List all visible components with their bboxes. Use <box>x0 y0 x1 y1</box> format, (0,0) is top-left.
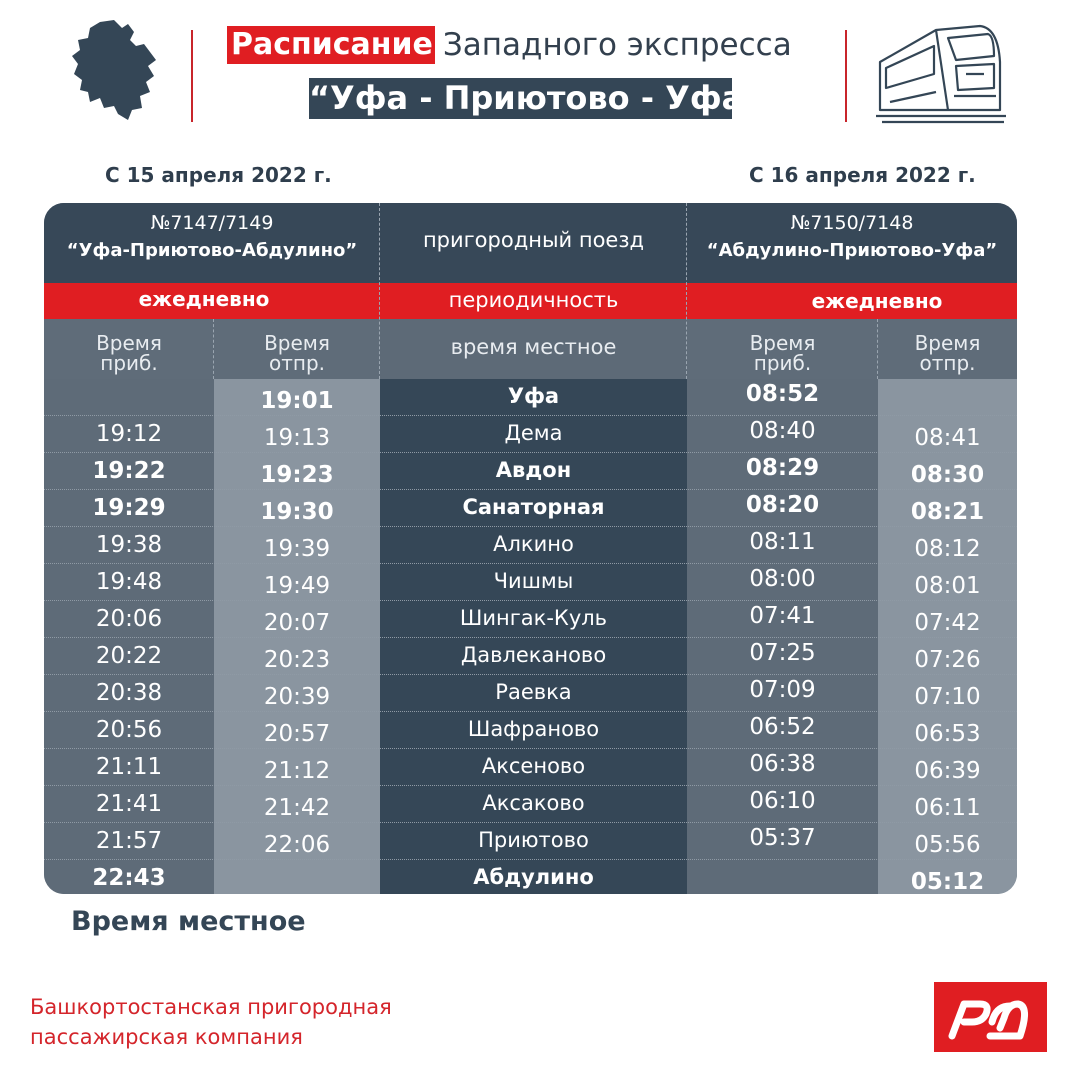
center-periodicity-label: периодичность <box>448 288 619 312</box>
table-row <box>44 564 1017 601</box>
departure-right <box>878 379 1017 416</box>
arrival-left: 19:48 <box>95 569 163 595</box>
departure-right: 06:39 <box>914 758 981 784</box>
departure-right: 08:41 <box>914 425 981 451</box>
arrival-left: 19:38 <box>95 532 163 558</box>
schedule-rows <box>44 379 1017 894</box>
departure-left: 19:13 <box>263 425 331 451</box>
departure-right: 06:53 <box>914 721 981 747</box>
station-name: Раевка <box>495 680 572 704</box>
table-row <box>44 527 1017 564</box>
station-name: Аксеново <box>481 754 586 778</box>
departure-left: 19:39 <box>263 536 331 562</box>
arrival-right: 07:41 <box>749 603 816 629</box>
station-name: Санаторная <box>462 495 605 519</box>
route-title: “Уфа - Приютово - Уфа” <box>309 79 765 117</box>
table-row <box>44 379 1017 416</box>
arrival-right <box>687 860 878 894</box>
table-row <box>44 712 1017 749</box>
left-periodicity: ежедневно <box>138 287 270 311</box>
right-periodicity: ежедневно <box>811 289 943 313</box>
departure-left: 19:49 <box>263 573 331 599</box>
departure-right: 08:30 <box>910 462 985 488</box>
right-arrival-header-line2: приб. <box>753 351 812 375</box>
header-divider-left <box>191 30 193 122</box>
arrival-right: 08:11 <box>749 529 816 555</box>
arrival-right: 06:10 <box>749 788 816 814</box>
arrival-left <box>44 379 214 416</box>
departure-left: 19:01 <box>260 388 334 414</box>
arrival-right: 08:29 <box>745 455 820 481</box>
header-divider-right <box>845 30 847 122</box>
arrival-left: 19:12 <box>95 421 163 447</box>
left-train-number: №7147/7149 <box>150 212 274 234</box>
region-map-icon <box>70 18 160 122</box>
station-name: Чишмы <box>493 569 574 593</box>
left-departure-header-line1: Время <box>264 331 330 355</box>
departure-left: 20:23 <box>263 647 331 673</box>
arrival-left: 19:22 <box>92 458 166 484</box>
table-row <box>44 786 1017 823</box>
departure-right: 08:21 <box>910 499 985 525</box>
arrival-left: 21:57 <box>95 828 163 854</box>
arrival-right: 05:37 <box>749 825 816 851</box>
station-name: Алкино <box>493 532 574 556</box>
station-name: Шингак-Куль <box>459 606 608 630</box>
departure-left <box>214 860 380 894</box>
right-train-number: №7150/7148 <box>790 212 914 234</box>
table-row <box>44 860 1017 894</box>
departure-right: 08:01 <box>914 573 981 599</box>
departure-left: 20:39 <box>263 684 331 710</box>
table-row <box>44 638 1017 675</box>
right-departure-header-line1: Время <box>914 331 981 355</box>
right-departure-header <box>878 333 1017 373</box>
table-row <box>44 601 1017 638</box>
arrival-left: 21:41 <box>95 791 163 817</box>
date-right: С 16 апреля 2022 г. <box>749 163 976 187</box>
arrival-right: 06:38 <box>749 751 816 777</box>
departure-right: 06:11 <box>914 795 981 821</box>
station-name: Уфа <box>507 384 560 408</box>
departure-left: 21:42 <box>263 795 331 821</box>
departure-left: 20:57 <box>263 721 331 747</box>
departure-right: 07:26 <box>914 647 981 673</box>
arrival-right: 06:52 <box>749 714 816 740</box>
station-name: Давлеканово <box>460 643 607 667</box>
train-icon <box>876 22 1006 124</box>
page-title <box>227 26 792 64</box>
company-name-line1: Башкортостанская пригородная <box>30 995 392 1019</box>
left-departure-header <box>214 333 380 373</box>
station-name: Аксаково <box>482 791 585 815</box>
left-train-route: “Уфа-Приютово-Абдулино” <box>66 240 358 261</box>
departure-left: 19:23 <box>260 462 334 488</box>
table-row <box>44 490 1017 527</box>
right-departure-header-line2: отпр. <box>919 351 976 375</box>
arrival-left: 21:11 <box>95 754 163 780</box>
station-name: Авдон <box>495 458 572 482</box>
departure-left: 20:07 <box>263 610 331 636</box>
local-time-note: Время местное <box>71 906 306 937</box>
departure-right: 05:56 <box>914 832 981 858</box>
left-arrival-header-line1: Время <box>96 331 162 355</box>
table-row <box>44 749 1017 786</box>
table-row <box>44 416 1017 453</box>
station-name: Абдулино <box>473 865 594 889</box>
schedule-table <box>44 203 1017 894</box>
company-name-line2: пассажирская компания <box>30 1025 303 1049</box>
departure-right: 05:12 <box>910 869 985 894</box>
table-row <box>44 675 1017 712</box>
table-row <box>44 453 1017 490</box>
arrival-right: 08:40 <box>749 418 816 444</box>
arrival-right: 07:25 <box>749 640 816 666</box>
arrival-left: 20:06 <box>95 606 163 632</box>
arrival-right: 08:00 <box>749 566 816 592</box>
departure-right: 07:42 <box>914 610 981 636</box>
station-name: Дема <box>504 421 563 445</box>
departure-right: 08:12 <box>914 536 981 562</box>
arrival-right: 08:52 <box>745 381 820 407</box>
arrival-left: 20:38 <box>95 680 163 706</box>
left-departure-header-line2: отпр. <box>268 351 325 375</box>
arrival-right: 08:20 <box>745 492 820 518</box>
rzd-logo <box>934 982 1047 1052</box>
right-arrival-header-line1: Время <box>749 331 816 355</box>
departure-left: 19:30 <box>260 499 334 525</box>
company-name <box>30 992 392 1052</box>
departure-left: 22:06 <box>263 832 331 858</box>
departure-right: 07:10 <box>914 684 981 710</box>
center-type-label: пригородный поезд <box>422 228 645 252</box>
arrival-left: 19:29 <box>92 495 166 521</box>
left-arrival-header <box>44 333 214 373</box>
title-rest: Западного экспресса <box>442 27 792 63</box>
station-name: Шафраново <box>467 717 600 741</box>
left-arrival-header-line2: приб. <box>100 351 158 375</box>
center-time-label: время местное <box>450 335 617 359</box>
right-train-route: “Абдулино-Приютово-Уфа” <box>706 240 998 261</box>
table-row <box>44 823 1017 860</box>
arrival-left: 20:56 <box>95 717 163 743</box>
right-arrival-header <box>687 333 878 373</box>
date-left: С 15 апреля 2022 г. <box>105 163 332 187</box>
arrival-right: 07:09 <box>749 677 816 703</box>
station-name: Приютово <box>478 828 589 852</box>
arrival-left: 22:43 <box>92 865 166 891</box>
arrival-left: 20:22 <box>95 643 163 669</box>
departure-left: 21:12 <box>263 758 331 784</box>
title-highlight: Расписание <box>227 26 435 64</box>
